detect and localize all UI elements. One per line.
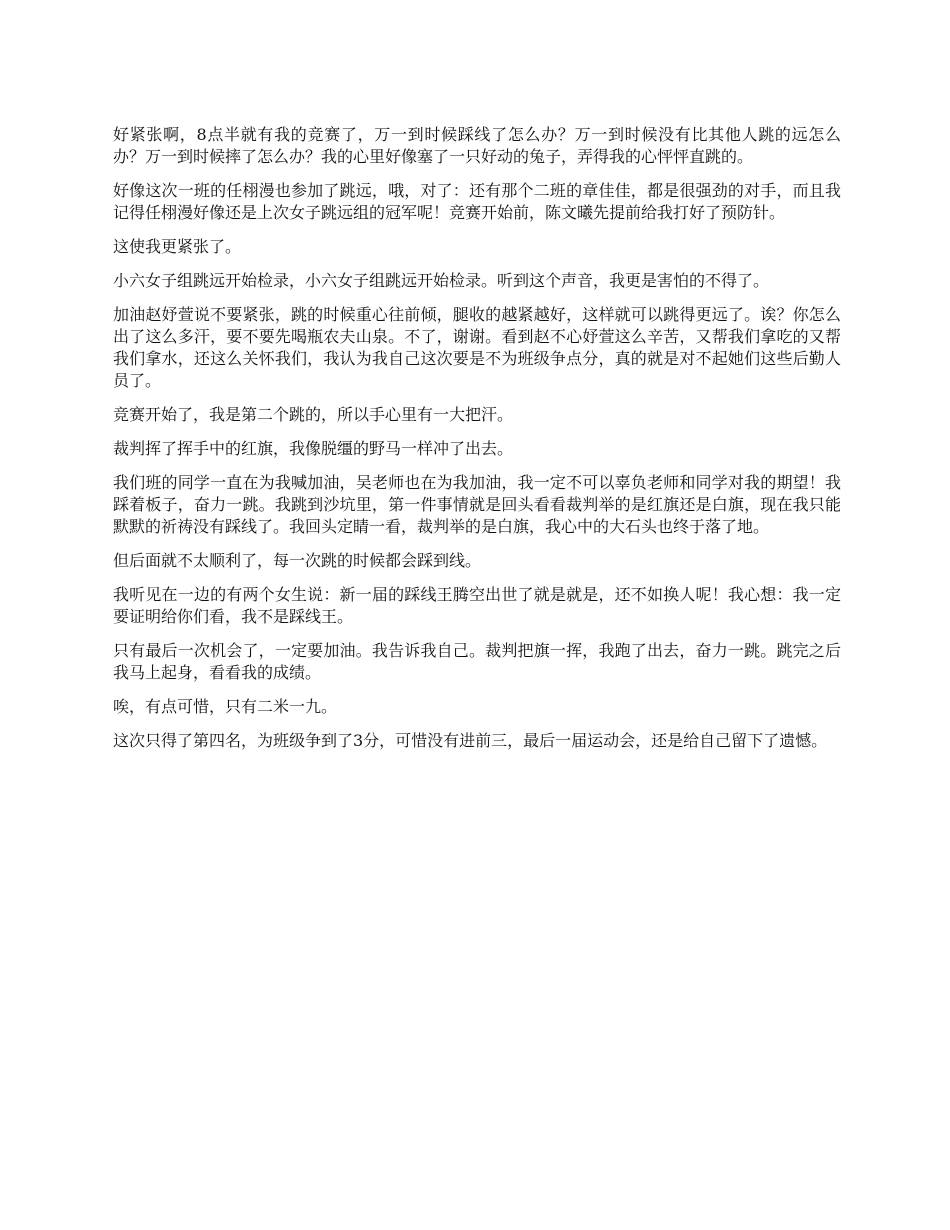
- paragraph-8: 我们班的同学一直在为我喊加油，吴老师也在为我加油，我一定不可以辜负老师和同学对我的期望！我踩着板子，奋力一跳。我跳到沙坑里，第一件事情就是回头看看裁判举的是红旗还是白旗，现在我只能默默的祈祷没有踩线了。我回头定睛一看，裁判举的是白旗，我心中的大石头也终于落了地。: [113, 473, 841, 536]
- paragraph-5: 加油赵妤萱说不要紧张，跳的时候重心往前倾，腿收的越紧越好，这样就可以跳得更远了。诶？你怎么出了这么多汗，要不要先喝瓶农夫山泉。不了，谢谢。看到赵不心妤萱这么辛苦，又帮我们拿吃的又帮我们拿水，还这么关怀我们，我认为我自己这次要是不为班级争点分，真的就是对不起她们这些后勤人员了。: [113, 305, 841, 390]
- paragraph-1: 好紧张啊，8点半就有我的竞赛了，万一到时候踩线了怎么办？万一到时候没有比其他人跳的远怎么办？万一到时候摔了怎么办？我的心里好像塞了一只好动的兔子，弄得我的心怦怦直跳的。: [113, 125, 841, 166]
- paragraph-12: 唉，有点可惜，只有二米一九。: [113, 697, 338, 716]
- paragraph-3: 这使我更紧张了。: [113, 237, 242, 256]
- paragraph-6: 竞赛开始了，我是第二个跳的，所以手心里有一大把汗。: [113, 405, 514, 424]
- paragraph-4: 小六女子组跳远开始检录，小六女子组跳远开始检录。听到这个声音，我更是害怕的不得了。: [113, 271, 770, 290]
- paragraph-10: 我听见在一边的有两个女生说：新一届的踩线王腾空出世了就是就是，还不如换人呢！我心想：我一定要证明给你们看，我不是踩线王。: [113, 585, 841, 626]
- paragraph-7: 裁判挥了挥手中的红旗，我像脱缰的野马一样冲了出去。: [113, 439, 514, 458]
- paragraph-2: 好像这次一班的任栩漫也参加了跳远，哦，对了：还有那个二班的章佳佳，都是很强劲的对手，而且我记得任栩漫好像还是上次女子跳远组的冠军呢！竞赛开始前，陈文曦先提前给我打好了预防针。: [113, 181, 841, 222]
- paragraph-9: 但后面就不太顺利了，每一次跳的时候都会踩到线。: [113, 551, 482, 570]
- paragraph-13: 这次只得了第四名，为班级争到了3分，可惜没有进前三，最后一届运动会，还是给自己留下了遗憾。: [113, 731, 828, 750]
- document-body: [113, 124, 841, 764]
- paragraph-11: 只有最后一次机会了，一定要加油。我告诉我自己。裁判把旗一挥，我跑了出去，奋力一跳。跳完之后我马上起身，看看我的成绩。: [113, 641, 841, 682]
